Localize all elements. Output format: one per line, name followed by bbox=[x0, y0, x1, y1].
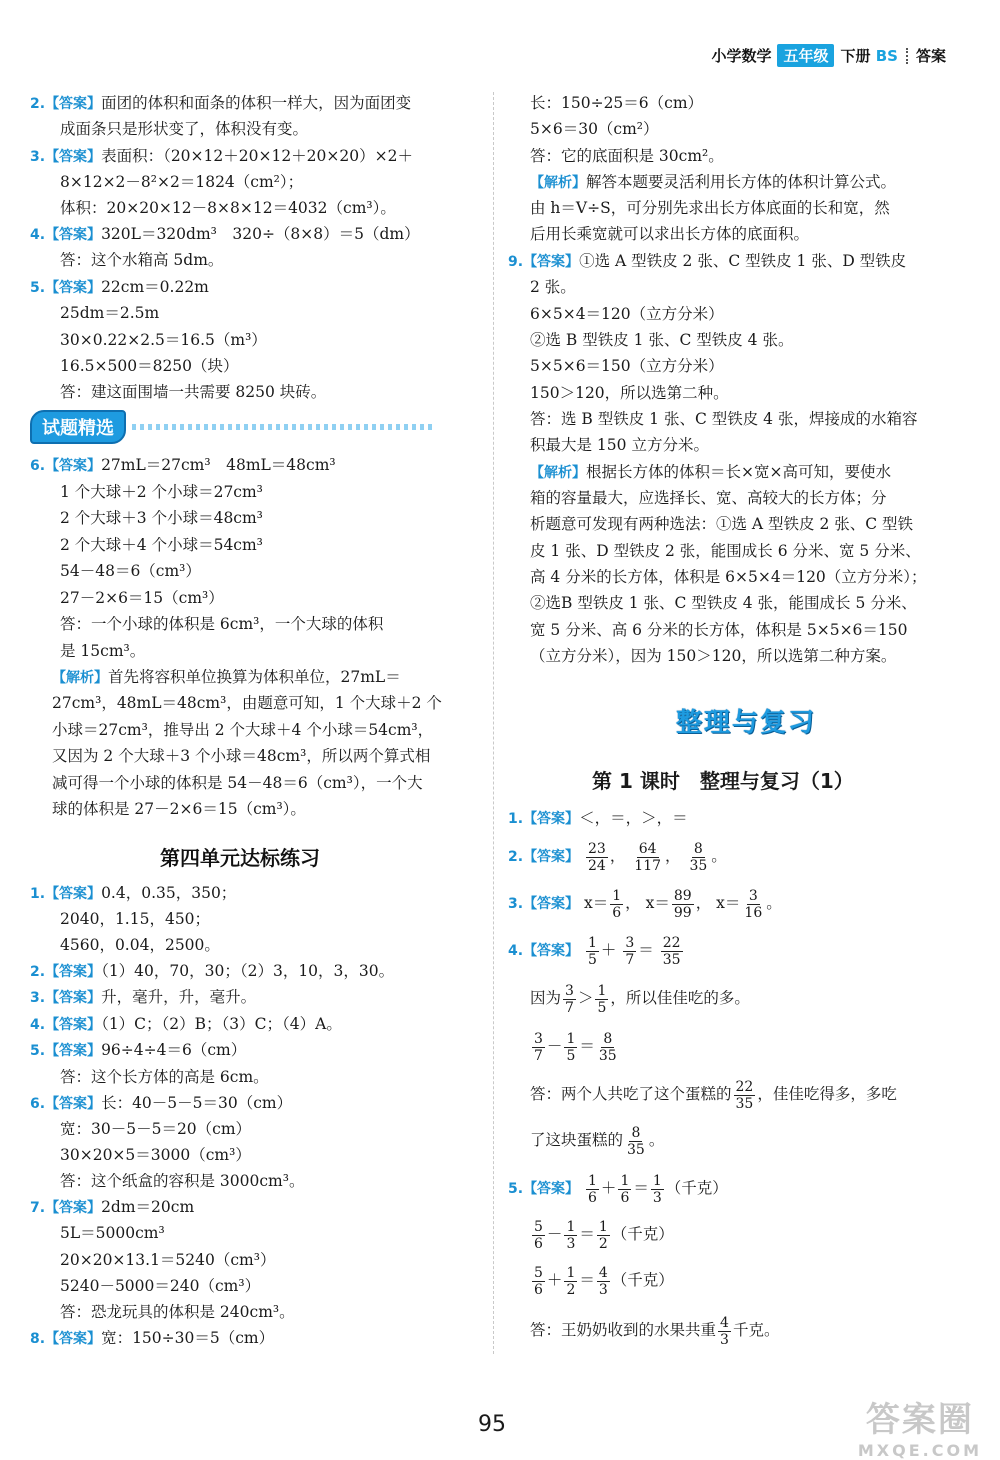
fraction: $\frac{1}{3}$ bbox=[566, 1218, 576, 1252]
answer-line: 2.【答案】 $\frac{23}{24}$ ， $\frac{64}{117}$ ， $\frac{8}{35}$ 。 bbox=[508, 840, 727, 874]
fraction: $\frac{3}{16}$ bbox=[744, 887, 763, 921]
answer-line: 3.【答案】升，毫升，升，毫升。 bbox=[30, 988, 257, 1006]
analysis-line: 析题意可发现有两种选法：①选 A 型铁皮 2 张、C 型铁 bbox=[530, 515, 914, 533]
answer-line: 答：这个水箱高 5dm。 bbox=[60, 251, 224, 269]
header-separator bbox=[906, 48, 908, 64]
analysis-line: 高 4 分米的长方体，体积是 6×5×4＝120（立方分米）； bbox=[530, 568, 927, 586]
answer-line: 答：一个小球的体积是 6cm³，一个大球的体积 bbox=[60, 615, 384, 633]
section-title: 整理与复习 bbox=[676, 708, 817, 738]
answer-line: 2 个大球＋3 个小球＝48cm³ bbox=[60, 509, 263, 527]
answer-line: 答：王奶奶收到的水果共重 $\frac{4}{3}$ 千克。 bbox=[530, 1314, 780, 1348]
answer-line: 2 个大球＋4 个小球＝54cm³ bbox=[60, 536, 263, 554]
answer-line: 积最大是 150 立方分米。 bbox=[530, 436, 709, 454]
fraction: $\frac{22}{35}$ bbox=[662, 934, 681, 968]
answer-line: 答：两个人共吃了这个蛋糕的 $\frac{22}{35}$ ，佳佳吃得多，多吃 bbox=[530, 1078, 897, 1112]
answer-line: 30×20×5＝3000（cm³） bbox=[60, 1146, 251, 1164]
answer-line: 6×5×4＝120（立方分米） bbox=[530, 305, 724, 323]
fraction: $\frac{3}{7}$ bbox=[534, 1030, 543, 1064]
answer-line: 30×0.22×2.5＝16.5（m³） bbox=[60, 331, 267, 349]
answer-line: 150＞120，所以选第二种。 bbox=[530, 384, 729, 402]
answer-line: 1.【答案】＜，＝，＞，＝ bbox=[508, 809, 688, 827]
answer-line: 是 15cm³。 bbox=[60, 642, 146, 660]
analysis-line: ②选B 型铁皮 1 张、C 型铁皮 4 张，能围成长 5 分米、 bbox=[530, 594, 917, 612]
page-header bbox=[711, 44, 946, 67]
analysis-line: 皮 1 张、D 型铁皮 2 张，能围成长 6 分米、宽 5 分米、 bbox=[530, 542, 921, 560]
answer-line: 了这块蛋糕的 $\frac{8}{35}$ 。 bbox=[530, 1124, 665, 1158]
analysis-line: 由 h＝V÷S，可分别先求出长方体底面的长和宽，然 bbox=[530, 199, 890, 217]
answer-line: 5240－5000＝240（cm³） bbox=[60, 1277, 261, 1295]
answer-line: 3.【答案】表面积：（20×12＋20×12＋20×20）×2＋ bbox=[30, 147, 413, 165]
fraction: $\frac{5}{6}$ bbox=[534, 1264, 543, 1298]
fraction: $\frac{1}{5}$ bbox=[566, 1030, 576, 1064]
answer-line: 1 个大球＋2 个小球＝27cm³ bbox=[60, 483, 263, 501]
banner-label: 试题精选 bbox=[30, 410, 126, 444]
answer-line: 4.【答案】320L＝320dm³ 320÷（8×8）＝5（dm） bbox=[30, 225, 420, 243]
analysis-line: 【解析】解答本题要灵活利用长方体的体积计算公式。 bbox=[530, 173, 897, 191]
answer-line: 9.【答案】①选 A 型铁皮 2 张、C 型铁皮 1 张、D 型铁皮 bbox=[508, 252, 907, 270]
answer-line: 5×5×6＝150（立方分米） bbox=[530, 357, 724, 375]
fraction: $\frac{1}{6}$ bbox=[588, 1172, 597, 1206]
answer-line: $\frac{5}{6}$ － $\frac{1}{3}$ ＝ $\frac{1}{2}$ （千克） bbox=[534, 1218, 674, 1252]
fraction: $\frac{8}{35}$ bbox=[689, 840, 708, 874]
answer-line: 4560，0.04，2500。 bbox=[60, 936, 220, 954]
fraction: $\frac{1}{5}$ bbox=[597, 982, 607, 1016]
fraction: $\frac{3}{7}$ bbox=[565, 982, 574, 1016]
answer-line: 体积：20×20×12－8×8×12＝4032（cm³）。 bbox=[60, 199, 396, 217]
fraction: $\frac{1}{3}$ bbox=[652, 1172, 662, 1206]
fraction: $\frac{4}{3}$ bbox=[720, 1314, 729, 1348]
header-section: 答案 bbox=[915, 47, 946, 65]
fraction: $\frac{1}{6}$ bbox=[620, 1172, 630, 1206]
answer-line: 7.【答案】2dm＝20cm bbox=[30, 1198, 195, 1216]
fraction: $\frac{8}{35}$ bbox=[627, 1124, 645, 1158]
answer-line: 答：这个长方体的高是 6cm。 bbox=[60, 1068, 269, 1086]
watermark-logo: 答案圈 MXQE.COM bbox=[857, 1400, 982, 1460]
analysis-line: 宽 5 分米、高 6 分米的长方体，体积是 5×5×6＝150 bbox=[530, 621, 908, 639]
answer-line: 27－2×6＝15（cm³） bbox=[60, 589, 224, 607]
answer-line: 成面条只是形状变了，体积没有变。 bbox=[60, 120, 309, 138]
header-grade-badge: 五年级 bbox=[777, 44, 834, 67]
answer-line: 答：它的底面积是 30cm²。 bbox=[530, 147, 724, 165]
fraction: $\frac{1}{5}$ bbox=[588, 934, 597, 968]
answer-line: 8.【答案】宽：150÷30＝5（cm） bbox=[30, 1329, 275, 1347]
fraction: $\frac{4}{3}$ bbox=[598, 1264, 608, 1298]
answer-line: 25dm＝2.5m bbox=[60, 304, 160, 322]
answer-line: 6.【答案】27mL＝27cm³ 48mL＝48cm³ bbox=[30, 456, 336, 474]
fraction: $\frac{1}{2}$ bbox=[566, 1264, 576, 1298]
answer-line: 4.【答案】 $\frac{1}{5}$ ＋ $\frac{3}{7}$ ＝ $\frac{22}{35}$ bbox=[508, 934, 681, 968]
answer-line: $\frac{5}{6}$ ＋ $\frac{1}{2}$ ＝ $\frac{4}{3}$ （千克） bbox=[534, 1264, 674, 1298]
header-book: 下册 BS bbox=[840, 47, 898, 65]
answer-line: 5.【答案】22cm＝0.22m bbox=[30, 278, 209, 296]
unit-title: 第四单元达标练习 bbox=[160, 846, 320, 870]
answer-line: 5×6＝30（cm²） bbox=[530, 120, 659, 138]
fraction: $\frac{22}{35}$ bbox=[735, 1078, 754, 1112]
analysis-line: 球的体积是 27－2×6＝15（cm³）。 bbox=[52, 800, 306, 818]
fraction: $\frac{64}{117}$ bbox=[634, 840, 662, 874]
column-divider bbox=[493, 92, 494, 1354]
answer-line: 3.【答案】 x＝ $\frac{1}{6}$ ， x＝ $\frac{89}{99}$ ， x＝ $\frac{3}{16}$ 。 bbox=[508, 887, 782, 921]
answer-line: 2 张。 bbox=[530, 278, 576, 296]
answer-line: 20×20×13.1＝5240（cm³） bbox=[60, 1251, 276, 1269]
fraction: $\frac{1}{6}$ bbox=[612, 887, 622, 921]
answer-line: 答：这个纸盒的容积是 3000cm³。 bbox=[60, 1172, 305, 1190]
analysis-line: 27cm³，48mL＝48cm³，由题意可知，1 个大球＋2 个 bbox=[52, 694, 442, 712]
fraction: $\frac{89}{99}$ bbox=[673, 887, 692, 921]
answer-line: 宽：30－5－5＝20（cm） bbox=[60, 1120, 252, 1138]
answer-line: 长：150÷25＝6（cm） bbox=[530, 94, 704, 112]
answer-line: 4.【答案】（1）C；（2）B；（3）C；（4）A。 bbox=[30, 1015, 342, 1033]
answer-line: 8×12×2－8²×2＝1824（cm²）； bbox=[60, 173, 304, 191]
fraction: $\frac{5}{6}$ bbox=[534, 1218, 543, 1252]
answer-line: 2.【答案】（1）40，70，30；（2）3，10，3，30。 bbox=[30, 962, 395, 980]
fraction: $\frac{8}{35}$ bbox=[598, 1030, 617, 1064]
banner-dots bbox=[132, 424, 432, 430]
header-subject: 小学数学 bbox=[711, 47, 772, 65]
analysis-line: 减可得一个小球的体积是 54－48＝6（cm³），一个大 bbox=[52, 774, 423, 792]
answer-line: 答：恐龙玩具的体积是 240cm³。 bbox=[60, 1303, 295, 1321]
fraction: $\frac{23}{24}$ bbox=[588, 840, 606, 874]
answer-line: 答：选 B 型铁皮 1 张、C 型铁皮 4 张，焊接成的水箱容 bbox=[530, 410, 918, 428]
analysis-line: 箱的容量最大，应选择长、宽、高较大的长方体；分 bbox=[530, 489, 887, 507]
analysis-line: 【解析】根据长方体的体积＝长×宽×高可知，要使水 bbox=[530, 463, 891, 481]
analysis-line: 又因为 2 个大球＋3 个小球＝48cm³，所以两个算式相 bbox=[52, 747, 431, 765]
answer-line: 5L＝5000cm³ bbox=[60, 1224, 165, 1242]
answer-line: 2040，1.15，450； bbox=[60, 910, 211, 928]
page-number: 95 bbox=[478, 1412, 506, 1437]
answer-line: 6.【答案】长：40－5－5＝30（cm） bbox=[30, 1094, 293, 1112]
lesson-title: 第 1 课时 整理与复习（1） bbox=[592, 769, 854, 793]
answer-line: 因为 $\frac{3}{7}$ ＞ $\frac{1}{5}$ ，所以佳佳吃的多。 bbox=[530, 982, 750, 1016]
answer-line: 16.5×500＝8250（块） bbox=[60, 357, 239, 375]
answer-line: 5.【答案】 $\frac{1}{6}$ ＋ $\frac{1}{6}$ ＝ $\frac{1}{3}$ （千克） bbox=[508, 1172, 728, 1206]
answer-line: 54－48＝6（cm³） bbox=[60, 562, 201, 580]
analysis-line: 后用长乘宽就可以求出长方体的底面积。 bbox=[530, 225, 810, 243]
answer-line: 5.【答案】96÷4÷4＝6（cm） bbox=[30, 1041, 247, 1059]
answer-line: $\frac{3}{7}$ － $\frac{1}{5}$ ＝ $\frac{8}{35}$ bbox=[534, 1030, 617, 1064]
answer-line: 2.【答案】面团的体积和面条的体积一样大，因为面团变 bbox=[30, 94, 412, 112]
fraction: $\frac{1}{2}$ bbox=[598, 1218, 608, 1252]
fraction: $\frac{3}{7}$ bbox=[625, 934, 635, 968]
answer-line: 答：建这面围墙一共需要 8250 块砖。 bbox=[60, 383, 327, 401]
analysis-line: 【解析】首先将容积单位换算为体积单位，27mL＝ bbox=[52, 668, 401, 686]
answer-line: ②选 B 型铁皮 1 张、C 型铁皮 4 张。 bbox=[530, 331, 794, 349]
section-banner bbox=[30, 413, 432, 441]
answer-line: 1.【答案】0.4，0.35，350； bbox=[30, 884, 237, 902]
analysis-line: 小球＝27cm³，推导出 2 个大球＋4 个小球＝54cm³， bbox=[52, 721, 434, 739]
analysis-line: （立方分米），因为 150＞120，所以选第二种方案。 bbox=[530, 647, 897, 665]
